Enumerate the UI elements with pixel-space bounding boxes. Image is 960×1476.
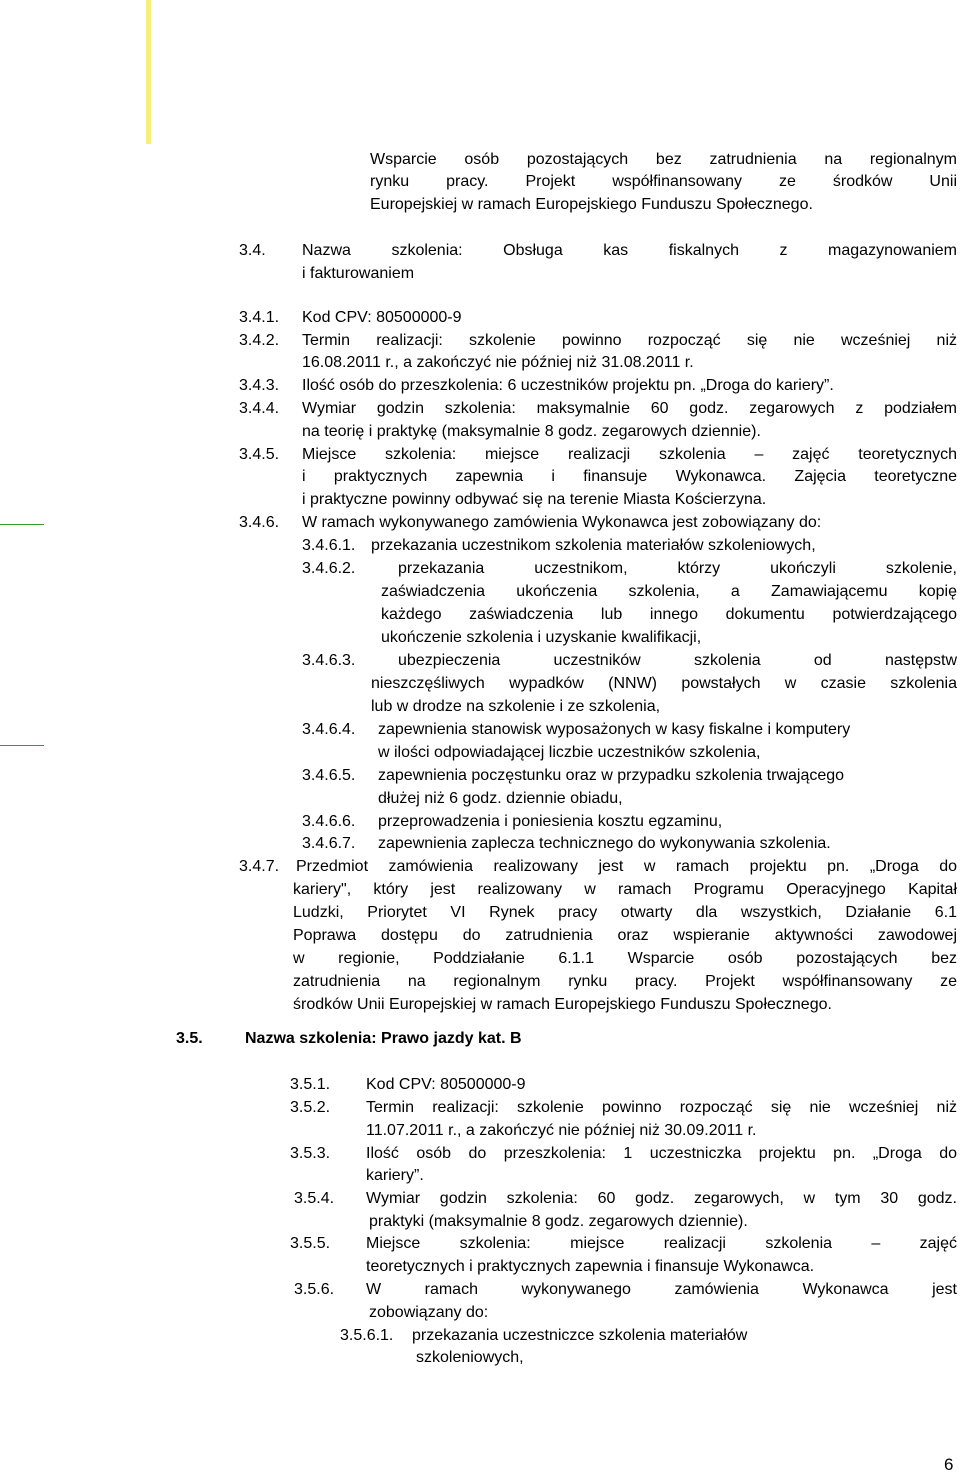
subitem-text: każdego zaświadczenia lub innego dokumentu potwierdzającego [381, 606, 957, 623]
item-text: Ilość osób do przeszkolenia: 1 uczestniczka projektu pn. „Droga do [366, 1145, 957, 1162]
item-text: Ludzki, Priorytet VI Rynek pracy otwarty dla wszystkich, Działanie 6.1 [293, 904, 957, 921]
item-text: Ilość osób do przeszkolenia: 6 uczestników projektu pn. „Droga do kariery”. [302, 377, 834, 394]
subitem-text: zapewnienia zaplecza technicznego do wykonywania szkolenia. [378, 835, 831, 852]
subitem-text: ukończenie szkolenia i uzyskanie kwalifikacji, [381, 629, 702, 646]
subitem-text: przeprowadzenia i poniesienia kosztu egzaminu, [378, 813, 723, 830]
section-heading: Nazwa szkolenia: Prawo jazdy kat. B [245, 1030, 522, 1047]
item-number: 3.4.5. [239, 446, 280, 463]
green-margin-line-2 [0, 745, 44, 746]
subitem-number: 3.4.6.5. [302, 767, 356, 784]
section-number: 3.4. [239, 242, 266, 259]
subitem-text: przekazania uczestnikom, którzy ukończyli szkolenie, [398, 560, 957, 577]
subitem-text: przekazania uczestnikom szkolenia materiałów szkoleniowych, [371, 537, 816, 554]
item-text: na teorię i praktykę (maksymalnie 8 godz. zegarowych dziennie). [302, 423, 761, 440]
item-text: teoretycznych i praktycznych zapewnia i finansuje Wykonawca. [366, 1258, 815, 1275]
item-number: 3.5.2. [290, 1099, 331, 1116]
item-text: i praktyczne powinny odbywać się na terenie Miasta Kościerzyna. [302, 491, 767, 508]
item-text: 16.08.2011 r., a zakończyć nie później niż 31.08.2011 r. [302, 354, 694, 371]
item-text: Przedmiot zamówienia realizowany jest w ramach projektu pn. „Droga do [296, 858, 957, 875]
yellow-margin-bar [146, 0, 151, 144]
item-text: Miejsce szkolenia: miejsce realizacji szkolenia – zajęć [366, 1235, 957, 1252]
section-heading: i fakturowaniem [302, 265, 415, 282]
item-text: Termin realizacji: szkolenie powinno rozpocząć się nie wcześniej niż [366, 1099, 957, 1116]
item-text: praktyki (maksymalnie 8 godz. zegarowych dziennie). [369, 1213, 748, 1230]
item-text: W ramach wykonywanego zamówienia Wykonawca jest [366, 1281, 957, 1298]
item-text: Poprawa dostępu do zatrudnienia oraz wspieranie aktywności zawodowej [293, 927, 957, 944]
item-text: Termin realizacji: szkolenie powinno rozpocząć się nie wcześniej niż [302, 332, 957, 349]
item-text: W ramach wykonywanego zamówienia Wykonawca jest zobowiązany do: [302, 514, 822, 531]
item-text: zatrudnienia na regionalnym rynku pracy. Projekt współfinansowany ze [293, 973, 957, 990]
item-number: 3.4.6. [239, 514, 280, 531]
section-heading: Nazwa szkolenia: Obsługa kas fiskalnych z magazynowaniem [302, 242, 957, 259]
item-text: kariery”. [366, 1167, 424, 1184]
section-number: 3.5. [176, 1030, 203, 1047]
item-number: 3.4.1. [239, 309, 280, 326]
green-margin-line-1 [0, 524, 44, 525]
item-text: kariery", który jest realizowany w ramach Programu Operacyjnego Kapitał [293, 881, 957, 898]
subitem-text: przekazania uczestniczce szkolenia materiałów [412, 1327, 748, 1344]
item-text: Miejsce szkolenia: miejsce realizacji szkolenia – zajęć teoretycznych [302, 446, 957, 463]
subitem-number: 3.4.6.3. [302, 652, 356, 669]
item-text: Wymiar godzin szkolenia: 60 godz. zegarowych, w tym 30 godz. [366, 1190, 957, 1207]
item-number: 3.4.7. [239, 858, 280, 875]
item-text: i praktycznych zapewnia i finansuje Wykonawca. Zajęcia teoretyczne [302, 468, 957, 485]
subitem-number: 3.5.6.1. [340, 1327, 394, 1344]
item-number: 3.4.4. [239, 400, 280, 417]
subitem-text: nieszczęśliwych wypadków (NNW) powstałych w czasie szkolenia [371, 675, 957, 692]
item-number: 3.4.3. [239, 377, 280, 394]
item-number: 3.5.1. [290, 1076, 331, 1093]
subitem-text: szkoleniowych, [416, 1349, 524, 1366]
subitem-text: w ilości odpowiadającej liczbie uczestników szkolenia, [378, 744, 761, 761]
subitem-text: ubezpieczenia uczestników szkolenia od następstw [398, 652, 957, 669]
subitem-text: zaświadczenia ukończenia szkolenia, a Zamawiającemu kopię [381, 583, 957, 600]
subitem-number: 3.4.6.4. [302, 721, 356, 738]
item-text: Wymiar godzin szkolenia: maksymalnie 60 godz. zegarowych z podziałem [302, 400, 957, 417]
item-text: zobowiązany do: [369, 1304, 489, 1321]
item-number: 3.4.2. [239, 332, 280, 349]
item-number: 3.5.6. [294, 1281, 335, 1298]
item-text: Kod CPV: 80500000-9 [302, 309, 462, 326]
item-text: 11.07.2011 r., a zakończyć nie później niż 30.09.2011 r. [366, 1122, 757, 1139]
item-number: 3.5.3. [290, 1145, 331, 1162]
subitem-number: 3.4.6.7. [302, 835, 356, 852]
item-text: środków Unii Europejskiej w ramach Europejskiego Funduszu Społecznego. [293, 996, 832, 1013]
subitem-text: dłużej niż 6 godz. dziennie obiadu, [378, 790, 623, 807]
page-number: 6 [944, 1455, 954, 1474]
item-number: 3.5.4. [294, 1190, 335, 1207]
subitem-text: zapewnienia stanowisk wyposażonych w kasy fiskalne i komputery [378, 721, 851, 738]
subitem-text: zapewnienia poczęstunku oraz w przypadku szkolenia trwającego [378, 767, 845, 784]
subitem-number: 3.4.6.6. [302, 813, 356, 830]
intro-line: Wsparcie osób pozostających bez zatrudnienia na regionalnym [370, 151, 957, 168]
item-text: w regionie, Poddziałanie 6.1.1 Wsparcie osób pozostających bez [293, 950, 957, 967]
subitem-number: 3.4.6.1. [302, 537, 356, 554]
subitem-number: 3.4.6.2. [302, 560, 356, 577]
intro-line: Europejskiej w ramach Europejskiego Funduszu Społecznego. [370, 196, 813, 213]
subitem-text: lub w drodze na szkolenie i ze szkolenia, [371, 698, 661, 715]
item-text: Kod CPV: 80500000-9 [366, 1076, 526, 1093]
intro-line: rynku pracy. Projekt współfinansowany ze środków Unii [370, 173, 957, 190]
item-number: 3.5.5. [290, 1235, 331, 1252]
